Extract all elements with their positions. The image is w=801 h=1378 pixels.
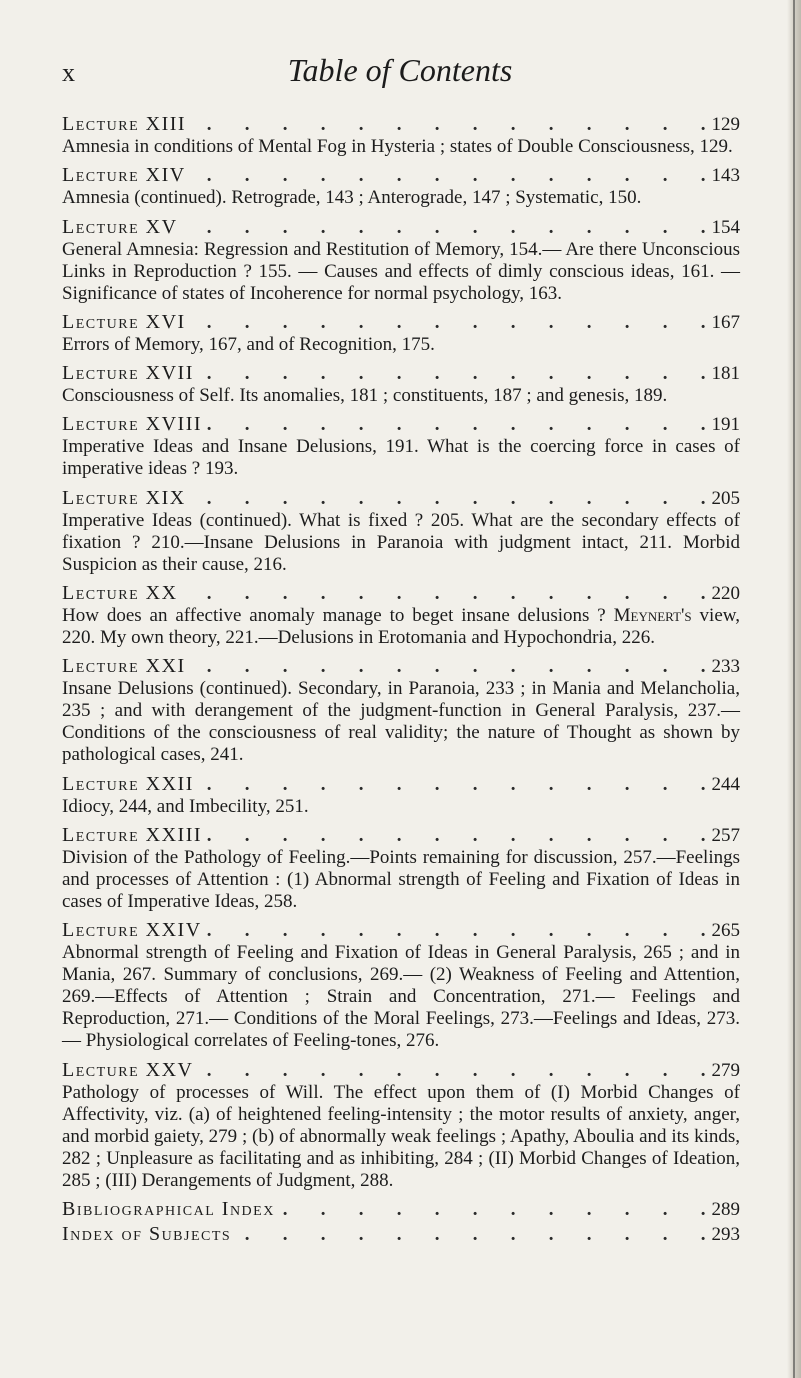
entry-description: Imperative Ideas and Insane Delusions, 191. What is the coercing force in cases of imperative ideas ? 193. <box>62 436 740 480</box>
entry-page: 143 <box>711 165 740 187</box>
entry-title: Lecture XVI <box>62 310 186 333</box>
toc-entry <box>62 216 740 305</box>
toc-entry <box>62 582 740 649</box>
entry-title: Lecture XXI <box>62 655 186 678</box>
table-of-contents <box>62 113 740 1252</box>
page-header <box>62 52 738 92</box>
entry-page: 220 <box>711 583 740 605</box>
entry-page: 205 <box>711 487 740 509</box>
entry-description: General Amnesia: Regression and Restitution of Memory, 154.— Are there Unconscious Links in Reproduction ? 155. — Causes and effects of dimly conscious ideas, 161. — Significance of states of Incoherence for normal psychology, 163. <box>62 238 740 304</box>
dot-leaders <box>202 825 711 847</box>
entry-title: Lecture XVII <box>62 362 194 385</box>
entry-description-post: view, 220. My own theory, 221.—Delusions in Erotomania and Hypochondria, 226. <box>62 605 740 649</box>
entry-page: 279 <box>711 1059 740 1081</box>
dot-leaders <box>186 312 712 334</box>
entry-description: Insane Delusions (continued). Secondary, in Paranoia, 233 ; in Mania and Melancholia, 235 ; and with derangement of the judgment-function in General Paralysis, 237.—Conditions of the consciousness of real validity; the nature of Thought as shown by pathological cases, 241. <box>62 678 740 766</box>
page-number: x <box>62 58 76 87</box>
toc-entry <box>62 164 740 209</box>
dot-leaders <box>178 217 712 239</box>
dot-leaders <box>186 488 712 510</box>
entry-description: Errors of Memory, 167, and of Recognition, 175. <box>62 333 435 355</box>
entry-description: Imperative Ideas (continued). What is fixed ? 205. What are the secondary effects of fixation ? 210.—Insane Delusions in Paranoia with judgment intact, 211. Morbid Suspicion as their cause, 216. <box>62 509 740 575</box>
toc-entry <box>62 1223 740 1246</box>
toc-entry <box>62 773 740 818</box>
entry-description: Consciousness of Self. Its anomalies, 181 ; constituents, 187 ; and genesis, 189. <box>62 385 668 407</box>
toc-entry <box>62 362 740 407</box>
dot-leaders <box>194 1060 712 1082</box>
toc-entry <box>62 824 740 913</box>
dot-leaders <box>194 363 712 385</box>
toc-entry <box>62 113 740 158</box>
toc-entry <box>62 1198 740 1221</box>
dot-leaders <box>202 920 712 942</box>
entry-page: 191 <box>711 414 740 436</box>
entry-title: Index of Subjects <box>62 1222 232 1245</box>
entry-description: Pathology of processes of Will. The effect upon them of (I) Morbid Changes of Affectivity, viz. (a) of heightened feeling-intensity ; the motor results of anxiety, anger, and morbid gaiety, 279 ; (b) of abnormally weak feelings ; Apathy, Aboulia and its kinds, 282 ; Unpleasure as facilitating and as inhibiting, 284 ; (II) Morbid Changes of Ideation, 285 ; (III) Derangements of Judgment, 288. <box>62 1081 740 1191</box>
entry-title: Lecture XXII <box>62 772 194 795</box>
entry-title: Lecture XIX <box>62 486 186 509</box>
entry-description: Amnesia (continued). Retrograde, 143 ; Anterograde, 147 ; Systematic, 150. <box>62 187 642 209</box>
dot-leaders <box>194 774 712 796</box>
toc-entry <box>62 413 740 480</box>
entry-description: Amnesia in conditions of Mental Fog in Hysteria ; states of Double Consciousness, 129. <box>62 136 733 157</box>
entry-page: 244 <box>711 773 740 795</box>
dot-leaders <box>231 1224 711 1246</box>
entry-page: 289 <box>711 1198 740 1220</box>
entry-description: Idiocy, 244, and Imbecility, 251. <box>62 795 309 817</box>
dot-leaders <box>186 114 711 136</box>
entry-page: 154 <box>711 216 740 238</box>
dot-leaders <box>178 583 712 605</box>
toc-entry <box>62 1059 740 1192</box>
entry-page: 129 <box>711 114 740 135</box>
toc-entry <box>62 487 740 576</box>
entry-page: 265 <box>711 920 740 942</box>
entry-page: 257 <box>711 824 740 846</box>
entry-description <box>62 605 740 649</box>
entry-page: 167 <box>711 311 740 333</box>
running-title: Table of Contents <box>287 52 513 88</box>
toc-entry <box>62 919 740 1052</box>
entry-description: Division of the Pathology of Feeling.—Points remaining for discussion, 257.—Feelings and processes of Attention : (1) Abnormal strength of Feeling and Fixation of Ideas in cases of Imperative Ideas, 258. <box>62 846 740 912</box>
dot-leaders <box>275 1199 712 1221</box>
dot-leaders <box>186 656 712 678</box>
entry-page: 233 <box>711 656 740 678</box>
entry-title: Lecture XV <box>62 215 178 238</box>
entry-title: Lecture XIV <box>62 164 186 187</box>
entry-title: Lecture XXIV <box>62 919 202 942</box>
toc-entry <box>62 311 740 356</box>
page-edge-line <box>793 0 795 1378</box>
entry-description-pre: How does an affective anomaly manage to beget insane delusions ? <box>62 605 614 627</box>
entry-description: Abnormal strength of Feeling and Fixation of Ideas in General Paralysis, 265 ; and in Mania, 267. Summary of conclusions, 269.— (2) Weakness of Feeling and Attention, 269.—Effects of Attention ; Strain and Concentration, 271.— Feelings and Reproduction, 271.— Conditions of the Moral Feelings, 273.—Feelings and Ideas, 273.— Physiological correlates of Feeling-tones, 276. <box>62 942 740 1052</box>
toc-entry <box>62 655 740 766</box>
entry-title: Bibliographical Index <box>62 1197 275 1220</box>
entry-title: Lecture XXIII <box>62 823 203 846</box>
entry-page: 181 <box>711 363 740 385</box>
entry-title: Lecture XVIII <box>62 413 203 436</box>
dot-leaders <box>186 165 712 187</box>
author-name: Meynert's <box>613 605 692 627</box>
entry-page: 293 <box>711 1223 740 1245</box>
entry-title: Lecture XX <box>62 582 178 605</box>
entry-title: Lecture XXV <box>62 1058 194 1081</box>
dot-leaders <box>202 414 711 436</box>
entry-title: Lecture XIII <box>62 113 187 135</box>
